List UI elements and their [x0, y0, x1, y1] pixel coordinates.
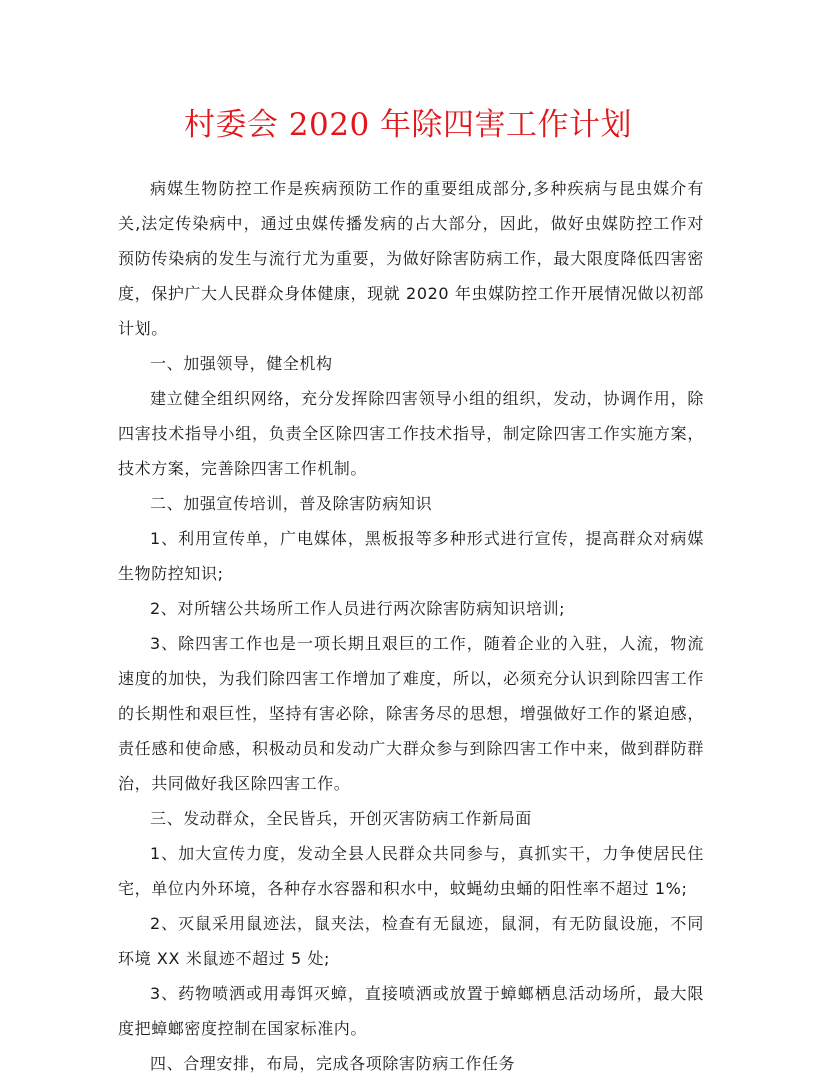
section-heading-2: 二、加强宣传培训，普及除害防病知识	[150, 494, 433, 513]
paragraph-intro: 病媒生物防控工作是疾病预防工作的重要组成部分,多种疾病与昆虫媒介有关,法定传染病中，通过虫媒传播发病的占大部分，因此，做好虫媒防控工作对预防传染病的发生与流行尤为重要，为做好除害防病工作，最大限度降低四害密度，保护广大人民群众身体健康，现就 2020 年虫媒防控工作开展情况做以初部计划。	[118, 179, 704, 338]
section-heading-1: 一、加强领导，健全机构	[150, 354, 333, 373]
section-heading-3: 三、发动群众，全民皆兵，开创灭害防病工作新局面	[150, 809, 532, 828]
document-body	[118, 171, 704, 1081]
section-heading-4: 四、合理安排，布局，完成各项除害防病工作任务	[150, 1054, 516, 1073]
list-item-3-1: 1、加大宣传力度，发动全县人民群众共同参与，真抓实干，力争使居民住宅，单位内外环境，各种存水容器和积水中，蚊蝇幼虫蛹的阳性率不超过 1%;	[118, 844, 704, 898]
paragraph-section-1: 建立健全组织网络，充分发挥除四害领导小组的组织，发动，协调作用，除四害技术指导小组，负责全区除四害工作技术指导，制定除四害工作实施方案，技术方案，完善除四害工作机制。	[118, 389, 704, 478]
list-item-2-1: 1、利用宣传单，广电媒体，黑板报等多种形式进行宣传，提高群众对病媒生物防控知识;	[118, 529, 704, 583]
list-item-2-2: 2、对所辖公共场所工作人员进行两次除害防病知识培训;	[150, 599, 566, 618]
list-item-3-2: 2、灭鼠采用鼠迹法，鼠夹法，检查有无鼠迹，鼠洞，有无防鼠设施，不同环境 XX 米鼠迹不超过 5 处;	[118, 914, 704, 968]
list-item-2-3: 3、除四害工作也是一项长期且艰巨的工作，随着企业的入驻，人流，物流速度的加快，为我们除四害工作增加了难度，所以，必须充分认识到除四害工作的长期性和艰巨性，坚持有害必除，除害务尽的思想，增强做好工作的紧迫感，责任感和使命感，积极动员和发动广大群众参与到除四害工作中来，做到群防群治，共同做好我区除四害工作。	[118, 634, 704, 793]
document-title: 村委会 2020 年除四害工作计划	[183, 107, 633, 143]
list-item-3-3: 3、药物喷洒或用毒饵灭蟑，直接喷洒或放置于蟑螂栖息活动场所，最大限度把蟑螂密度控制在国家标准内。	[118, 984, 704, 1038]
